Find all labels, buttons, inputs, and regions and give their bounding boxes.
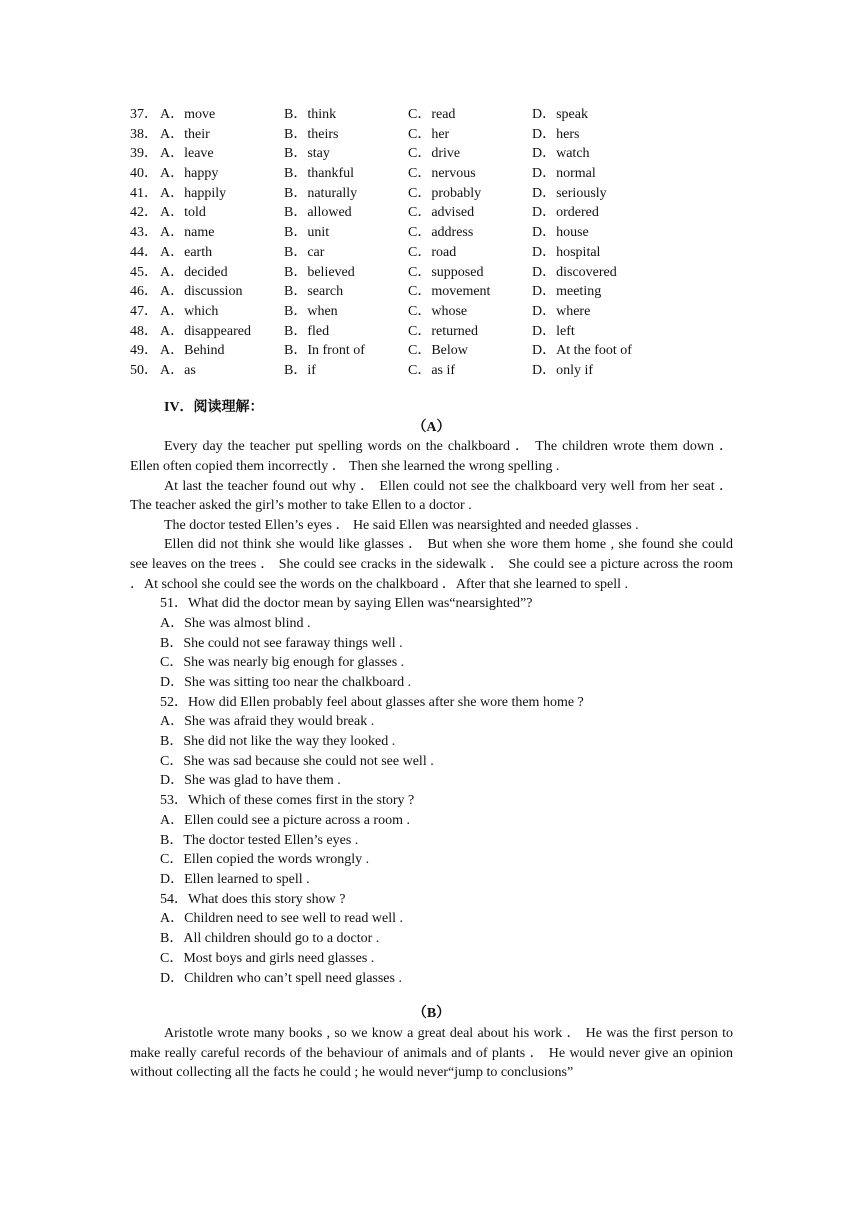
question-number: 40． [130,166,158,182]
option-b: B．stay [284,146,330,162]
option-a: A．earth [160,244,213,260]
option-a: A．disappeared [160,323,251,339]
option-d: D．only if [532,362,594,378]
option-c: C．supposed [408,264,484,280]
option-d: D．discovered [532,264,617,280]
option-d: D．normal [532,166,596,182]
answer-option: D．Ellen learned to spell . [160,872,310,887]
answer-option: D．Children who can’t spell need glasses . [160,970,402,986]
choice-row [130,203,750,223]
option-a: A．told [160,205,206,221]
question-number: 37． [130,107,158,122]
answer-option: B．She did not like the way they looked . [160,734,396,750]
choice-row [130,263,750,283]
option-c: C．returned [408,323,478,339]
option-b: B．naturally [284,185,358,201]
question-number: 44． [130,244,158,260]
option-b: B．when [284,303,338,319]
question-number: 50． [130,362,158,378]
option-c: C．whose [408,303,468,319]
question-text: 53．Which of these comes first in the story ? [160,793,415,809]
answer-option: B．She could not see faraway things well . [160,635,403,651]
option-b: B．if [284,362,316,378]
reading-section [130,398,733,1083]
option-d: D．ordered [532,205,599,221]
answer-option: C．Most boys and girls need glasses . [160,950,375,966]
option-b: B．car [284,244,325,260]
option-c: C．drive [408,146,461,162]
option-d: D．meeting [532,284,602,300]
option-b: B．allowed [284,205,352,221]
question-number: 41． [130,185,158,201]
option-d: D．seriously [532,185,607,201]
option-b: B．think [284,107,337,122]
option-b: B．unit [284,225,330,241]
question-number: 38． [130,126,158,142]
answer-option: A．She was afraid they would break . [160,714,375,730]
option-a: A．move [160,107,216,122]
option-c: C．as if [408,362,456,378]
choice-row [130,223,750,243]
option-a: A．as [160,362,196,378]
passage-paragraph: At last the teacher found out why ． Ellen could not see the chalkboard very well from her seat ． The teacher asked the girl’s mother to take Ellen to a doctor . [130,478,733,514]
option-d: D．speak [532,107,588,122]
choice-row [130,341,750,361]
section-title: IV．阅读理解： [164,400,264,415]
choice-row [130,125,750,145]
option-b: B．In front of [284,343,365,359]
option-d: D．At the foot of [532,343,632,359]
option-d: D．hers [532,126,580,142]
option-c: C．her [408,126,450,142]
answer-option: B．All children should go to a doctor . [160,931,380,947]
option-b: B．fled [284,323,330,339]
option-a: A．name [160,225,215,241]
answer-option: D．She was glad to have them . [160,773,341,789]
answer-option: C．She was sad because she could not see well . [160,753,434,769]
option-a: A．decided [160,264,228,280]
answer-option: A．Ellen could see a picture across a room . [160,812,410,828]
question-number: 42． [130,205,158,221]
passage-paragraph: Ellen did not think she would like glasses ． But when she wore them home , she found she could see leaves on the trees ． She could see cracks in the sidewalk ． She could see a picture across the room ．At school she could see the words on the chalkboard ．After that she learned to spell . [130,537,733,592]
question-number: 47． [130,303,158,319]
choice-row [130,184,750,204]
answer-option: D．She was sitting too near the chalkboard . [160,674,412,690]
question-text: 52．How did Ellen probably feel about glasses after she wore them home ? [160,694,584,710]
choice-row [130,302,750,322]
option-d: D．left [532,323,575,339]
choice-row [130,164,750,184]
answer-option: A．Children need to see well to read well . [160,911,403,927]
option-c: C．advised [408,205,475,221]
option-c: C．Below [408,343,468,359]
passage-paragraph: The doctor tested Ellen’s eyes ． He said Ellen was nearsighted and needed glasses . [164,517,639,533]
cloze-choices [130,105,750,381]
option-b: B．believed [284,264,355,280]
question-text: 54．What does this story show ? [160,891,346,907]
choice-row [130,243,750,263]
question-text: 51．What did the doctor mean by saying Ellen was“nearsighted”? [160,596,533,612]
option-c: C．movement [408,284,491,300]
option-a: A．happily [160,185,227,201]
answer-option: C．Ellen copied the words wrongly . [160,852,370,868]
option-a: A．happy [160,166,219,182]
question-number: 45． [130,264,158,280]
question-number: 48． [130,323,158,339]
option-d: D．house [532,225,589,241]
choice-row [130,361,750,381]
option-d: D．where [532,303,591,319]
option-c: C．probably [408,185,482,201]
option-a: A．Behind [160,343,225,359]
choice-row [130,144,750,164]
choice-row [130,282,750,302]
option-d: D．watch [532,146,590,162]
question-number: 43． [130,225,158,241]
choice-row [130,322,750,342]
option-a: A．discussion [160,284,243,300]
option-b: B．theirs [284,126,339,142]
answer-option: C．She was nearly big enough for glasses . [160,655,405,671]
option-c: C．nervous [408,166,476,182]
choice-row [130,105,750,125]
option-a: A．which [160,303,219,319]
part-a-label: （A） [412,419,451,435]
answer-option: A．She was almost blind . [160,615,311,631]
part-b-label: （B） [412,1006,451,1022]
option-c: C．read [408,107,456,122]
option-a: A．their [160,126,210,142]
question-number: 39． [130,146,158,162]
question-number: 46． [130,284,158,300]
option-c: C．road [408,244,457,260]
option-a: A．leave [160,146,214,162]
passage-paragraph: Aristotle wrote many books , so we know a great deal about his work ． He was the first person to make really careful records of the behaviour of animals and of plants ． He would never give an opinion without collecting all the facts he could ; he would never“jump to conclusions” [130,1025,733,1081]
answer-option: B．The doctor tested Ellen’s eyes . [160,832,359,848]
option-b: B．search [284,284,344,300]
question-number: 49． [130,343,158,359]
passage-paragraph: Every day the teacher put spelling words on the chalkboard ． The children wrote them down ． Ellen often copied them incorrectly ． Then she learned the wrong spelling . [130,439,733,474]
option-d: D．hospital [532,244,601,260]
option-b: B．thankful [284,166,354,182]
option-c: C．address [408,225,474,241]
